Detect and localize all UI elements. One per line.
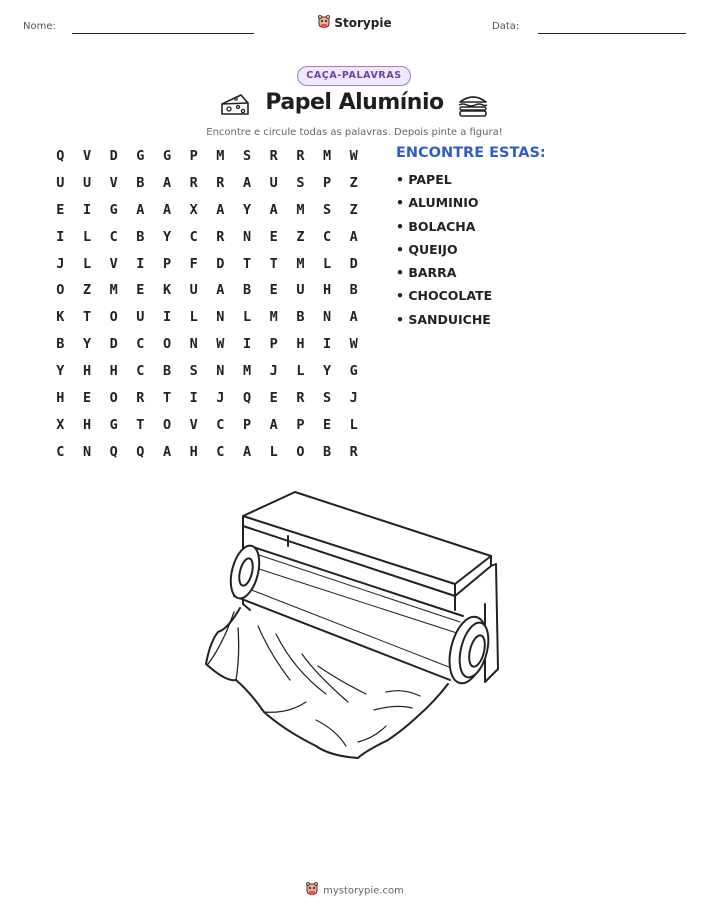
grid-cell[interactable]: A xyxy=(162,174,172,191)
grid-cell[interactable]: G xyxy=(162,148,172,164)
grid-cell[interactable]: O xyxy=(162,416,172,433)
grid-row xyxy=(47,334,367,361)
grid-cell[interactable]: D xyxy=(349,255,358,272)
grid-cell[interactable]: W xyxy=(349,148,358,164)
grid-cell[interactable]: L xyxy=(189,309,198,326)
grid-cell[interactable]: C xyxy=(189,228,198,245)
grid-cell[interactable]: N xyxy=(82,443,92,460)
grid-cell[interactable]: D xyxy=(109,336,118,353)
footer xyxy=(0,881,709,900)
grid-cell[interactable]: U xyxy=(296,282,305,299)
grid-cell[interactable]: A xyxy=(216,201,225,218)
grid-cell[interactable]: P xyxy=(322,174,332,191)
grid-cell[interactable]: A xyxy=(349,309,358,326)
grid-cell[interactable]: N xyxy=(242,228,252,245)
word-search-grid[interactable] xyxy=(47,146,367,469)
grid-cell[interactable]: Y xyxy=(162,228,172,245)
grid-cell[interactable]: F xyxy=(189,255,198,272)
grid-cell[interactable]: M xyxy=(216,148,225,164)
grid-cell[interactable]: Y xyxy=(56,363,65,380)
grid-row xyxy=(47,388,367,415)
grid-cell[interactable]: T xyxy=(242,255,252,272)
word-list-item: • BARRA xyxy=(396,265,457,281)
grid-cell[interactable]: Q xyxy=(242,390,252,407)
grid-cell[interactable]: H xyxy=(82,363,92,380)
grid-cell[interactable]: B xyxy=(349,282,358,299)
grid-cell[interactable]: Z xyxy=(349,201,358,218)
sandwich-icon xyxy=(457,93,489,123)
grid-cell[interactable]: Y xyxy=(82,336,92,353)
grid-cell[interactable]: S xyxy=(189,363,198,380)
grid-cell[interactable]: C xyxy=(136,363,145,380)
grid-cell[interactable]: C xyxy=(56,443,65,460)
footer-url[interactable]: mystorypie.com xyxy=(323,885,404,897)
grid-cell[interactable]: S xyxy=(242,148,252,164)
grid-cell[interactable]: T xyxy=(162,390,172,407)
grid-cell[interactable]: A xyxy=(136,201,145,218)
grid-cell[interactable]: Y xyxy=(242,201,252,218)
grid-cell[interactable]: I xyxy=(136,255,145,272)
grid-cell[interactable]: R xyxy=(296,390,305,407)
grid-cell[interactable]: Q xyxy=(109,443,118,460)
grid-cell[interactable]: E xyxy=(322,416,332,433)
grid-cell[interactable]: L xyxy=(322,255,332,272)
word-list-item: • ALUMINIO xyxy=(396,195,479,211)
grid-cell[interactable]: L xyxy=(82,255,92,272)
grid-cell[interactable]: V xyxy=(109,255,118,272)
word-list-item: • BOLACHA xyxy=(396,218,476,234)
grid-cell[interactable]: N xyxy=(189,336,198,353)
grid-cell[interactable]: M xyxy=(322,148,332,164)
word-list-title: ENCONTRE ESTAS: xyxy=(396,145,546,161)
aluminum-foil-roll-illustration xyxy=(198,484,513,768)
grid-cell[interactable]: H xyxy=(296,336,305,353)
grid-cell[interactable]: O xyxy=(109,309,118,326)
name-label: Nome: xyxy=(23,21,56,32)
instructions: Encontre e circule todas as palavras. Depois pinte a figura! xyxy=(206,127,503,138)
grid-cell[interactable]: E xyxy=(56,201,65,218)
grid-cell[interactable]: U xyxy=(136,309,145,326)
brand-name: Storypie xyxy=(334,16,392,30)
grid-cell[interactable]: T xyxy=(269,255,278,272)
grid-cell[interactable]: L xyxy=(242,309,252,326)
grid-cell[interactable]: G xyxy=(109,201,118,218)
grid-cell[interactable]: E xyxy=(269,282,278,299)
name-field-line[interactable] xyxy=(72,33,254,34)
grid-cell[interactable]: J xyxy=(269,363,278,380)
grid-cell[interactable]: M xyxy=(269,309,278,326)
grid-cell[interactable]: G xyxy=(349,363,358,380)
grid-cell[interactable]: S xyxy=(322,201,332,218)
grid-cell[interactable]: O xyxy=(109,390,118,407)
grid-cell[interactable]: T xyxy=(82,309,92,326)
date-field-line[interactable] xyxy=(538,33,686,34)
grid-cell[interactable]: H xyxy=(82,416,92,433)
grid-row xyxy=(47,442,367,469)
grid-cell[interactable]: D xyxy=(216,255,225,272)
grid-cell[interactable]: N xyxy=(216,309,225,326)
grid-cell[interactable]: G xyxy=(136,148,145,164)
grid-cell[interactable]: L xyxy=(269,443,278,460)
grid-cell[interactable]: I xyxy=(189,390,198,407)
grid-cell[interactable]: L xyxy=(349,416,358,433)
word-list-item: • QUEIJO xyxy=(396,241,458,257)
grid-cell[interactable]: M xyxy=(242,363,252,380)
grid-cell[interactable]: E xyxy=(269,228,278,245)
grid-row xyxy=(47,254,367,281)
word-list xyxy=(396,172,492,335)
grid-cell[interactable]: W xyxy=(349,336,358,353)
grid-row xyxy=(47,200,367,227)
grid-cell[interactable]: Q xyxy=(56,148,65,164)
word-list-item: • SANDUICHE xyxy=(396,311,491,327)
grid-cell[interactable]: A xyxy=(269,201,278,218)
grid-cell[interactable]: I xyxy=(162,309,172,326)
grid-cell[interactable]: P xyxy=(189,148,198,164)
grid-cell[interactable]: R xyxy=(216,174,225,191)
grid-row xyxy=(47,280,367,307)
grid-cell[interactable]: B xyxy=(242,282,252,299)
grid-cell[interactable]: A xyxy=(162,201,172,218)
grid-cell[interactable]: P xyxy=(162,255,172,272)
grid-cell[interactable]: V xyxy=(109,174,118,191)
grid-row xyxy=(47,173,367,200)
grid-cell[interactable]: B xyxy=(136,228,145,245)
grid-cell[interactable]: S xyxy=(296,174,305,191)
grid-cell[interactable]: E xyxy=(82,390,92,407)
grid-cell[interactable]: M xyxy=(296,255,305,272)
grid-cell[interactable]: U xyxy=(189,282,198,299)
grid-cell[interactable]: B xyxy=(322,443,332,460)
grid-cell[interactable]: A xyxy=(216,282,225,299)
grid-cell[interactable]: I xyxy=(242,336,252,353)
storypie-logo-icon xyxy=(317,14,331,33)
grid-cell[interactable]: J xyxy=(349,390,358,407)
grid-cell[interactable]: A xyxy=(242,443,252,460)
grid-cell[interactable]: O xyxy=(56,282,65,299)
grid-row xyxy=(47,415,367,442)
grid-cell[interactable]: G xyxy=(109,416,118,433)
grid-cell[interactable]: C xyxy=(216,443,225,460)
grid-row xyxy=(47,227,367,254)
grid-cell[interactable]: E xyxy=(136,282,145,299)
grid-cell[interactable]: K xyxy=(162,282,172,299)
activity-badge: CAÇA-PALAVRAS xyxy=(297,66,411,86)
grid-cell[interactable]: P xyxy=(269,336,278,353)
grid-row xyxy=(47,307,367,334)
grid-cell[interactable]: M xyxy=(109,282,118,299)
grid-cell[interactable]: T xyxy=(136,416,145,433)
grid-cell[interactable]: C xyxy=(216,416,225,433)
grid-cell[interactable]: A xyxy=(242,174,252,191)
grid-cell[interactable]: D xyxy=(109,148,118,164)
grid-cell[interactable]: Z xyxy=(82,282,92,299)
grid-cell[interactable]: X xyxy=(189,201,198,218)
grid-cell[interactable]: R xyxy=(349,443,358,460)
grid-cell[interactable]: H xyxy=(322,282,332,299)
grid-cell[interactable]: R xyxy=(136,390,145,407)
grid-cell[interactable]: W xyxy=(216,336,225,353)
grid-cell[interactable]: I xyxy=(56,228,65,245)
grid-cell[interactable]: K xyxy=(56,309,65,326)
grid-cell[interactable]: V xyxy=(82,148,92,164)
grid-cell[interactable]: I xyxy=(322,336,332,353)
grid-cell[interactable]: P xyxy=(242,416,252,433)
grid-cell[interactable]: H xyxy=(109,363,118,380)
grid-cell[interactable]: R xyxy=(189,174,198,191)
grid-cell[interactable]: N xyxy=(322,309,332,326)
brand xyxy=(0,14,709,33)
grid-cell[interactable]: A xyxy=(349,228,358,245)
grid-cell[interactable]: Z xyxy=(296,228,305,245)
grid-cell[interactable]: U xyxy=(56,174,65,191)
grid-cell[interactable]: O xyxy=(296,443,305,460)
grid-cell[interactable]: V xyxy=(189,416,198,433)
grid-cell[interactable]: E xyxy=(269,390,278,407)
grid-cell[interactable]: J xyxy=(216,390,225,407)
grid-cell[interactable]: R xyxy=(296,148,305,164)
grid-cell[interactable]: C xyxy=(322,228,332,245)
grid-cell[interactable]: U xyxy=(82,174,92,191)
grid-cell[interactable]: M xyxy=(296,201,305,218)
grid-cell[interactable]: Z xyxy=(349,174,358,191)
grid-row xyxy=(47,361,367,388)
grid-cell[interactable]: L xyxy=(82,228,92,245)
page-title: Papel Alumínio xyxy=(265,90,444,115)
grid-cell[interactable]: Y xyxy=(322,363,332,380)
grid-cell[interactable]: A xyxy=(162,443,172,460)
grid-cell[interactable]: N xyxy=(216,363,225,380)
grid-cell[interactable]: O xyxy=(162,336,172,353)
grid-cell[interactable]: L xyxy=(296,363,305,380)
grid-cell[interactable]: I xyxy=(82,201,92,218)
storypie-logo-icon xyxy=(305,881,319,900)
grid-cell[interactable]: H xyxy=(189,443,198,460)
grid-cell[interactable]: R xyxy=(269,148,278,164)
grid-cell[interactable]: B xyxy=(56,336,65,353)
grid-cell[interactable]: B xyxy=(136,174,145,191)
grid-cell[interactable]: Q xyxy=(136,443,145,460)
grid-cell[interactable]: C xyxy=(136,336,145,353)
grid-cell[interactable]: B xyxy=(162,363,172,380)
grid-cell[interactable]: A xyxy=(269,416,278,433)
grid-row xyxy=(47,146,367,173)
grid-cell[interactable]: J xyxy=(56,255,65,272)
grid-cell[interactable]: S xyxy=(322,390,332,407)
grid-cell[interactable]: U xyxy=(269,174,278,191)
grid-cell[interactable]: P xyxy=(296,416,305,433)
date-label: Data: xyxy=(492,21,520,32)
word-list-item: • PAPEL xyxy=(396,172,452,187)
grid-cell[interactable]: C xyxy=(109,228,118,245)
grid-cell[interactable]: X xyxy=(56,416,65,433)
grid-cell[interactable]: H xyxy=(56,390,65,407)
word-list-item: • CHOCOLATE xyxy=(396,288,493,304)
grid-cell[interactable]: B xyxy=(296,309,305,326)
grid-cell[interactable]: R xyxy=(216,228,225,245)
